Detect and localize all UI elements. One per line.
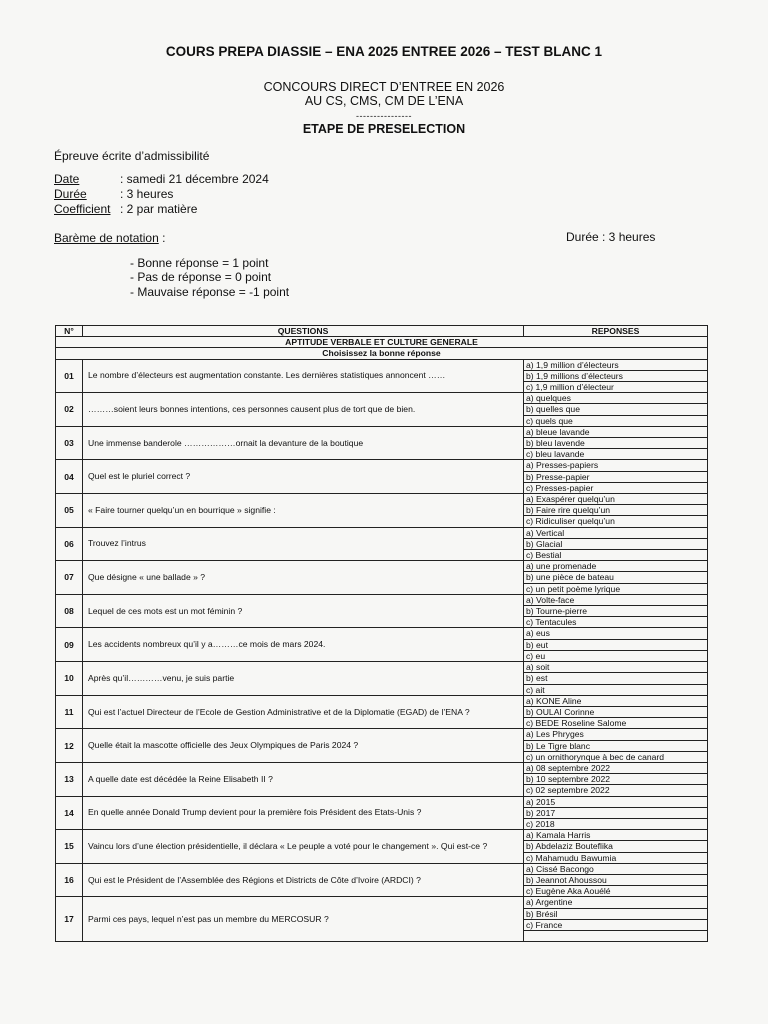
duree-row	[54, 187, 173, 201]
answer-option: c) quels que	[524, 415, 708, 426]
answer-option: c) France	[524, 919, 708, 930]
answer-option: c) Bestial	[524, 550, 708, 561]
etape-title: ETAPE DE PRESELECTION	[302, 122, 466, 136]
answer-option: c) 2018	[524, 818, 708, 829]
answer-option: c) ait	[524, 684, 708, 695]
duree-label: Durée	[54, 187, 87, 201]
answer-option: a) Cissé Bacongo	[524, 863, 708, 874]
answer-option: b) Jeannot Ahoussou	[524, 874, 708, 885]
table-row	[56, 830, 708, 841]
section-title: APTITUDE VERBALE ET CULTURE GENERALE	[56, 337, 708, 348]
answer-option: c) Presses-papier	[524, 482, 708, 493]
question-number: 02	[56, 393, 83, 427]
answer-option	[524, 930, 708, 941]
question-text: Les accidents nombreux qu’il y a………ce mois de mars 2024.	[83, 628, 524, 662]
question-text: Parmi ces pays, lequel n’est pas un membre du MERCOSUR ?	[83, 897, 524, 942]
table-row	[56, 426, 708, 437]
scoring-line: - Pas de réponse = 0 point	[130, 270, 272, 284]
question-text: Après qu’il…………venu, je suis partie	[83, 662, 524, 696]
table-row	[56, 460, 708, 471]
col-header-responses: REPONSES	[524, 326, 708, 337]
answer-option: b) Presse-papier	[524, 471, 708, 482]
answer-option: b) Tourne-pierre	[524, 606, 708, 617]
answer-option: c) 1,9 million d’électeur	[524, 382, 708, 393]
answer-option: a) soit	[524, 662, 708, 673]
scoring-line: - Bonne réponse = 1 point	[130, 256, 269, 270]
answer-option: a) KONE Aline	[524, 695, 708, 706]
table-row	[56, 628, 708, 639]
answer-option: b) Le Tigre blanc	[524, 740, 708, 751]
answer-option: a) 2015	[524, 796, 708, 807]
scoring-line: - Mauvaise réponse = -1 point	[130, 285, 290, 299]
question-number: 15	[56, 830, 83, 864]
table-row	[56, 393, 708, 404]
answer-option: b) Brésil	[524, 908, 708, 919]
answer-option: b) 1,9 millions d’électeurs	[524, 370, 708, 381]
question-number: 16	[56, 863, 83, 897]
question-text: « Faire tourner quelqu’un en bourrique » signifie :	[83, 494, 524, 528]
question-text: Que désigne « une ballade » ?	[83, 561, 524, 595]
answer-option: a) Presses-papiers	[524, 460, 708, 471]
question-number: 07	[56, 561, 83, 595]
answer-option: c) bleu lavande	[524, 449, 708, 460]
question-number: 06	[56, 527, 83, 561]
answer-option: a) eus	[524, 628, 708, 639]
table-row	[56, 762, 708, 773]
answer-option: b) 2017	[524, 807, 708, 818]
question-text: Le nombre d’électeurs est augmentation constante. Les dernières statistiques annoncent ……	[83, 359, 524, 393]
separator-dashes: ----------------	[356, 111, 412, 121]
concours-line-2: AU CS, CMS, CM DE L’ENA	[304, 94, 464, 108]
table-row	[56, 662, 708, 673]
answer-option: c) 02 septembre 2022	[524, 785, 708, 796]
answer-option: a) Les Phryges	[524, 729, 708, 740]
table-row	[56, 359, 708, 370]
answer-option: b) une pièce de bateau	[524, 572, 708, 583]
answer-option: b) 10 septembre 2022	[524, 774, 708, 785]
section-subtitle-row	[56, 348, 708, 359]
answer-option: c) Mahamudu Bawumia	[524, 852, 708, 863]
question-text: ………soient leurs bonnes intentions, ces personnes causent plus de tort que de bien.	[83, 393, 524, 427]
question-number: 10	[56, 662, 83, 696]
coefficient-row	[54, 202, 197, 216]
answer-option: a) bleue lavande	[524, 426, 708, 437]
section-subtitle: Choisissez la bonne réponse	[56, 348, 708, 359]
question-number: 13	[56, 762, 83, 796]
question-number: 08	[56, 594, 83, 628]
table-row	[56, 796, 708, 807]
question-text: Une immense banderole ………………ornait la devanture de la boutique	[83, 426, 524, 460]
question-text: Trouvez l’intrus	[83, 527, 524, 561]
answer-option: b) bleu lavende	[524, 438, 708, 449]
question-text: Qui est l’actuel Directeur de l’Ecole de Gestion Administrative et de la Diplomatie (EGAD) de l’ENA ?	[83, 695, 524, 729]
answer-option: b) est	[524, 673, 708, 684]
question-number: 17	[56, 897, 83, 942]
question-number: 09	[56, 628, 83, 662]
question-number: 03	[56, 426, 83, 460]
epreuve-text: Épreuve écrite d’admissibilité	[54, 149, 210, 163]
answer-option: c) Eugène Aka Aouélé	[524, 886, 708, 897]
answer-option: a) Argentine	[524, 897, 708, 908]
table-header-row	[56, 326, 708, 337]
answer-option: a) quelques	[524, 393, 708, 404]
questions-table	[55, 325, 708, 942]
question-number: 04	[56, 460, 83, 494]
table-row	[56, 494, 708, 505]
answer-option: a) 1,9 million d’électeurs	[524, 359, 708, 370]
answer-option: c) Tentacules	[524, 617, 708, 628]
answer-option: a) Exaspérer quelqu’un	[524, 494, 708, 505]
answer-option: a) 08 septembre 2022	[524, 762, 708, 773]
question-number: 01	[56, 359, 83, 393]
page-title: COURS PREPA DIASSIE – ENA 2025 ENTREE 2026 – TEST BLANC 1	[165, 44, 603, 59]
answer-option: b) Glacial	[524, 538, 708, 549]
coefficient-label: Coefficient	[54, 202, 111, 216]
date-value: : samedi 21 décembre 2024	[120, 172, 269, 186]
answer-option: c) BEDE Roseline Salome	[524, 718, 708, 729]
table-row	[56, 863, 708, 874]
date-row	[54, 172, 269, 186]
bareme-label: Barème de notation	[54, 231, 159, 245]
answer-option: a) Kamala Harris	[524, 830, 708, 841]
question-text: A quelle date est décédée la Reine Elisabeth II ?	[83, 762, 524, 796]
answer-option: a) Vertical	[524, 527, 708, 538]
question-number: 05	[56, 494, 83, 528]
section-title-row	[56, 337, 708, 348]
question-text: Quel est le pluriel correct ?	[83, 460, 524, 494]
question-text: En quelle année Donald Trump devient pour la première fois Président des Etats-Unis ?	[83, 796, 524, 830]
concours-line-1: CONCOURS DIRECT D’ENTREE EN 2026	[263, 80, 505, 94]
answer-option: b) eut	[524, 639, 708, 650]
answer-option: a) une promenade	[524, 561, 708, 572]
answer-option: c) un petit poème lyrique	[524, 583, 708, 594]
answer-option: a) Volte-face	[524, 594, 708, 605]
question-text: Quelle était la mascotte officielle des Jeux Olympiques de Paris 2024 ?	[83, 729, 524, 763]
table-row	[56, 897, 708, 908]
duree-value: : 3 heures	[120, 187, 174, 201]
duree-right: Durée : 3 heures	[566, 230, 656, 244]
question-number: 14	[56, 796, 83, 830]
question-number: 12	[56, 729, 83, 763]
question-text: Lequel de ces mots est un mot féminin ?	[83, 594, 524, 628]
question-number: 11	[56, 695, 83, 729]
bareme-heading	[54, 231, 165, 245]
table-row	[56, 594, 708, 605]
answer-option: b) OULAI Corinne	[524, 706, 708, 717]
answer-option: b) quelles que	[524, 404, 708, 415]
col-header-questions: QUESTIONS	[83, 326, 524, 337]
answer-option: b) Faire rire quelqu’un	[524, 505, 708, 516]
table-row	[56, 729, 708, 740]
answer-option: c) un ornithorynque à bec de canard	[524, 751, 708, 762]
table-row	[56, 527, 708, 538]
question-text: Qui est le Président de l’Assemblée des Régions et Districts de Côte d’Ivoire (ARDCI) ?	[83, 863, 524, 897]
answer-option: c) eu	[524, 650, 708, 661]
answer-option: b) Abdelaziz Bouteflika	[524, 841, 708, 852]
table-row	[56, 695, 708, 706]
table-row	[56, 561, 708, 572]
question-text: Vaincu lors d’une élection présidentielle, il déclara « Le peuple a voté pour le changement ». Qui est-ce ?	[83, 830, 524, 864]
date-label: Date	[54, 172, 80, 186]
answer-option: c) Ridiculiser quelqu’un	[524, 516, 708, 527]
bareme-colon: :	[158, 231, 166, 245]
coefficient-value: : 2 par matière	[120, 202, 198, 216]
col-header-num: N°	[56, 326, 83, 337]
